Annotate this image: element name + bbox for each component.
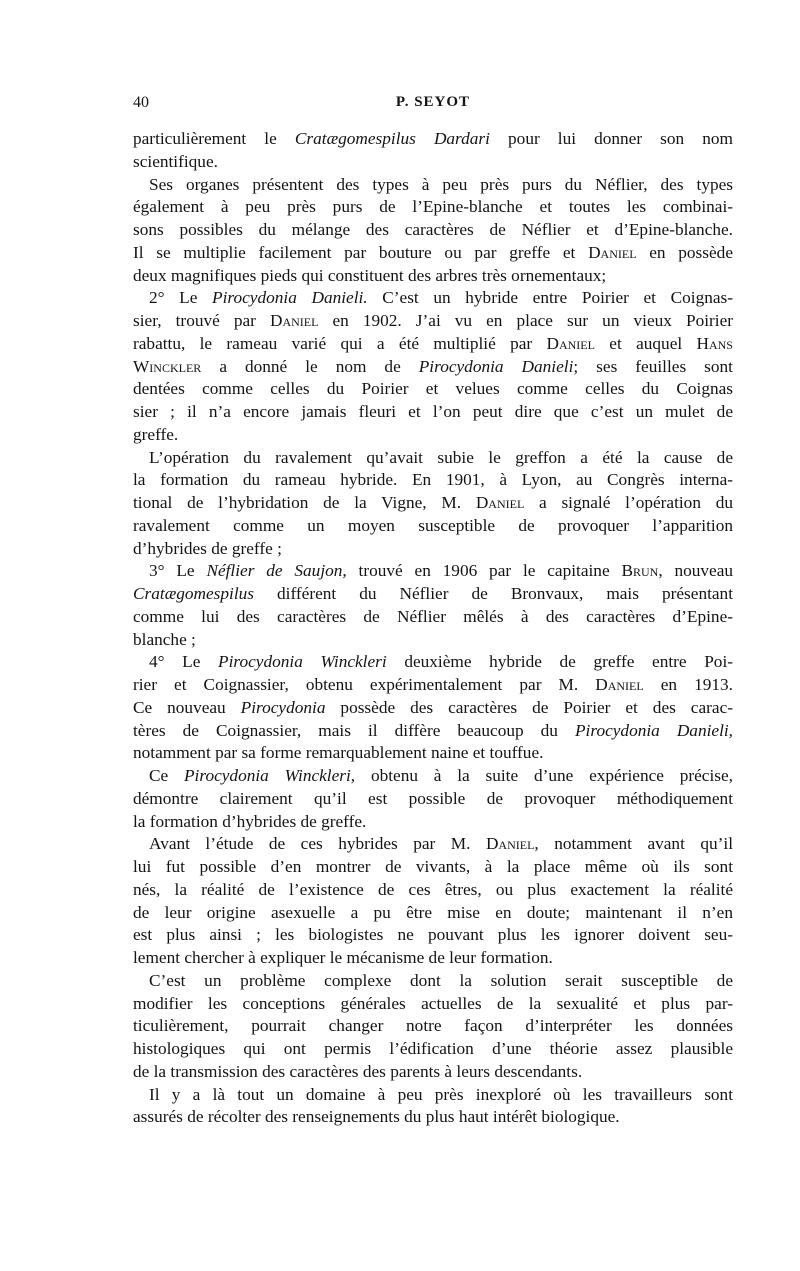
text-line	[133, 492, 733, 515]
text-run: de leur origine asexuelle a pu être mise en doute; maintenant il n’en	[133, 902, 733, 922]
text-run: la formation du rameau hybride. En 1901, à Lyon, au Congrès interna-	[133, 470, 733, 490]
text-run: particulièrement le	[133, 129, 295, 148]
text-run: Ce	[149, 766, 184, 785]
text-line	[133, 515, 733, 538]
text-line	[133, 1084, 733, 1107]
text-run: modifier les conceptions générales actuelles de la sexualité et plus par-	[133, 993, 733, 1013]
text-line	[133, 902, 733, 925]
text-line	[133, 128, 733, 151]
text-run: notamment par sa forme remarquablement naine et touffue.	[133, 743, 544, 763]
text-run: et auquel	[594, 333, 697, 353]
text-run: obtenu à la suite d’une expérience précise,	[355, 766, 733, 785]
text-run: lui fut possible d’en montrer de vivants, à la place même où ils sont	[133, 857, 733, 876]
text-run: tères de Coignassier, mais il diffère beaucoup du	[133, 720, 575, 740]
text-run: deux magnifiques pieds qui constituent des arbres très ornementaux;	[133, 265, 607, 285]
text-run: 4° Le	[149, 652, 219, 672]
text-run: , nouveau	[658, 561, 734, 581]
italic-term: Pirocydonia Winckleri	[218, 652, 387, 672]
text-line	[133, 993, 733, 1016]
body-text	[133, 128, 733, 1129]
text-line	[133, 629, 733, 652]
text-run: tional de l’hybridation de la Vigne, M.	[133, 493, 476, 512]
italic-term: Pirocydonia	[240, 697, 326, 717]
italic-term: Pirocydonia Danieli	[418, 356, 574, 376]
small-caps-name: Daniel	[546, 333, 595, 353]
text-line	[133, 1106, 733, 1129]
small-caps-name: Daniel	[269, 311, 319, 330]
text-run: a signalé l’opération du	[524, 493, 733, 512]
text-run: trouvé en 1906 par le capitaine	[346, 561, 622, 581]
text-line	[133, 174, 733, 197]
text-run: L’opération du ravalement qu’avait subie le greffon a été la cause de	[149, 447, 733, 467]
text-run: en 1913.	[643, 675, 733, 694]
text-run: ticulièrement, pourrait changer notre façon d’interpréter les données	[133, 1016, 733, 1036]
text-line	[133, 583, 733, 606]
italic-term: Pirocydonia Danieli,	[575, 720, 733, 740]
text-line	[133, 1015, 733, 1038]
italic-term: Cratægomespilus Dardari	[294, 129, 490, 148]
text-run: ravalement comme un moyen susceptible de provoquer l’apparition	[133, 515, 733, 535]
small-caps-name: Winckler	[133, 356, 202, 376]
text-line	[133, 924, 733, 947]
text-run: rier et Coignassier, obtenu expérimentalement par M.	[133, 675, 596, 694]
text-run: Ses organes présentent des types à peu près purs du Néflier, des types	[149, 174, 733, 194]
text-line	[133, 742, 733, 765]
text-run: C’est un hybride entre Poirier et Coignas-	[367, 288, 734, 308]
text-line	[133, 242, 733, 265]
text-line	[133, 310, 733, 333]
italic-term: Néflier de Saujon,	[206, 561, 347, 581]
text-line	[133, 265, 733, 288]
text-run: 2° Le	[149, 288, 213, 308]
small-caps-name: Daniel	[595, 675, 644, 694]
text-run: greffe.	[133, 424, 179, 444]
small-caps-name: Daniel	[475, 493, 525, 512]
text-run: Avant l’étude de ces hybrides par M.	[149, 834, 486, 854]
text-run: , notamment avant qu’il	[534, 834, 733, 854]
text-line	[133, 196, 733, 219]
text-line	[133, 788, 733, 811]
text-run: Il se multiplie facilement par bouture ou par greffe et	[133, 242, 589, 262]
text-run: blanche ;	[133, 629, 196, 649]
text-run: en 1902. J’ai vu en place sur un vieux Poirier	[318, 311, 733, 330]
text-run: démontre clairement qu’il est possible de provoquer méthodiquement	[133, 788, 733, 808]
text-run: nés, la réalité de l’existence de ces êtres, ou plus exactement la réalité	[133, 879, 733, 899]
text-line	[133, 651, 733, 674]
text-line	[133, 401, 733, 424]
text-line	[133, 378, 733, 401]
text-line	[133, 833, 733, 856]
text-run: a donné le nom de	[201, 356, 419, 376]
text-run: est plus ainsi ; les biologistes ne pouvant plus les ignorer doivent seu-	[133, 925, 733, 945]
text-run: assurés de récolter des renseignements du plus haut intérêt biologique.	[133, 1107, 620, 1127]
text-run: Ce nouveau	[133, 697, 241, 717]
small-caps-name: Hans	[696, 333, 733, 353]
text-line	[133, 879, 733, 902]
text-run: dentées comme celles du Poirier et velues comme celles du Coignas	[133, 379, 733, 399]
text-run: deuxième hybride de greffe entre Poi-	[386, 652, 734, 672]
text-run: possède des caractères de Poirier et des carac-	[325, 697, 733, 717]
text-run: pour lui donner son nom	[489, 129, 733, 148]
text-line	[133, 424, 733, 447]
text-run: C’est un problème complexe dont la solution serait susceptible de	[149, 970, 733, 990]
page-header	[133, 94, 733, 118]
text-run: d’hybrides de greffe ;	[133, 538, 282, 558]
text-run: Il y a là tout un domaine à peu près inexploré où les travailleurs sont	[149, 1084, 733, 1104]
text-line	[133, 538, 733, 561]
text-line	[133, 1038, 733, 1061]
text-run: scientifique.	[133, 151, 218, 171]
text-line	[133, 356, 733, 379]
text-line	[133, 447, 733, 470]
text-run: en possède	[636, 242, 733, 262]
text-line	[133, 606, 733, 629]
text-run: 3° Le	[149, 561, 207, 581]
text-run: différent du Néflier de Bronvaux, mais présentant	[254, 584, 733, 603]
text-line	[133, 856, 733, 879]
text-line	[133, 151, 733, 174]
small-caps-name: Brun	[621, 561, 659, 581]
text-run: sier, trouvé par	[133, 311, 270, 330]
italic-term: Pirocydonia Danieli.	[212, 288, 368, 308]
text-run: sier ; il n’a encore jamais fleuri et l’on peut dire que c’est un mulet de	[133, 402, 733, 421]
running-head: P. SEYOT	[395, 94, 471, 110]
text-line	[133, 697, 733, 720]
text-line	[133, 947, 733, 970]
text-line	[133, 560, 733, 583]
text-line	[133, 970, 733, 993]
text-run: lement chercher à expliquer le mécanisme de leur formation.	[133, 948, 553, 967]
text-line	[133, 765, 733, 788]
text-run: ; ses feuilles sont	[573, 356, 733, 376]
italic-term: Cratægomespilus	[133, 584, 254, 603]
italic-term: Pirocydonia Winckleri,	[184, 766, 356, 785]
small-caps-name: Daniel	[588, 242, 637, 262]
text-line	[133, 333, 733, 356]
text-line	[133, 287, 733, 310]
text-line	[133, 1061, 733, 1084]
text-run: rabattu, le rameau varié qui a été multiplié par	[133, 333, 547, 353]
text-line	[133, 674, 733, 697]
text-run: comme lui des caractères de Néflier mêlés à des caractères d’Epine-	[133, 606, 733, 626]
text-line	[133, 811, 733, 834]
text-run: la formation d’hybrides de greffe.	[133, 811, 367, 831]
small-caps-name: Daniel	[485, 834, 535, 854]
text-run: également à peu près purs de l’Epine-blanche et toutes les combinai-	[133, 197, 733, 217]
text-run: sons possibles du mélange des caractères de Néflier et d’Epine-blanche.	[133, 220, 733, 239]
text-line	[133, 469, 733, 492]
page-number: 40	[133, 94, 149, 111]
text-run: histologiques qui ont permis l’édification d’une théorie assez plausible	[133, 1039, 733, 1058]
text-line	[133, 720, 733, 743]
text-run: de la transmission des caractères des parents à leurs descendants.	[133, 1061, 583, 1081]
text-line	[133, 219, 733, 242]
